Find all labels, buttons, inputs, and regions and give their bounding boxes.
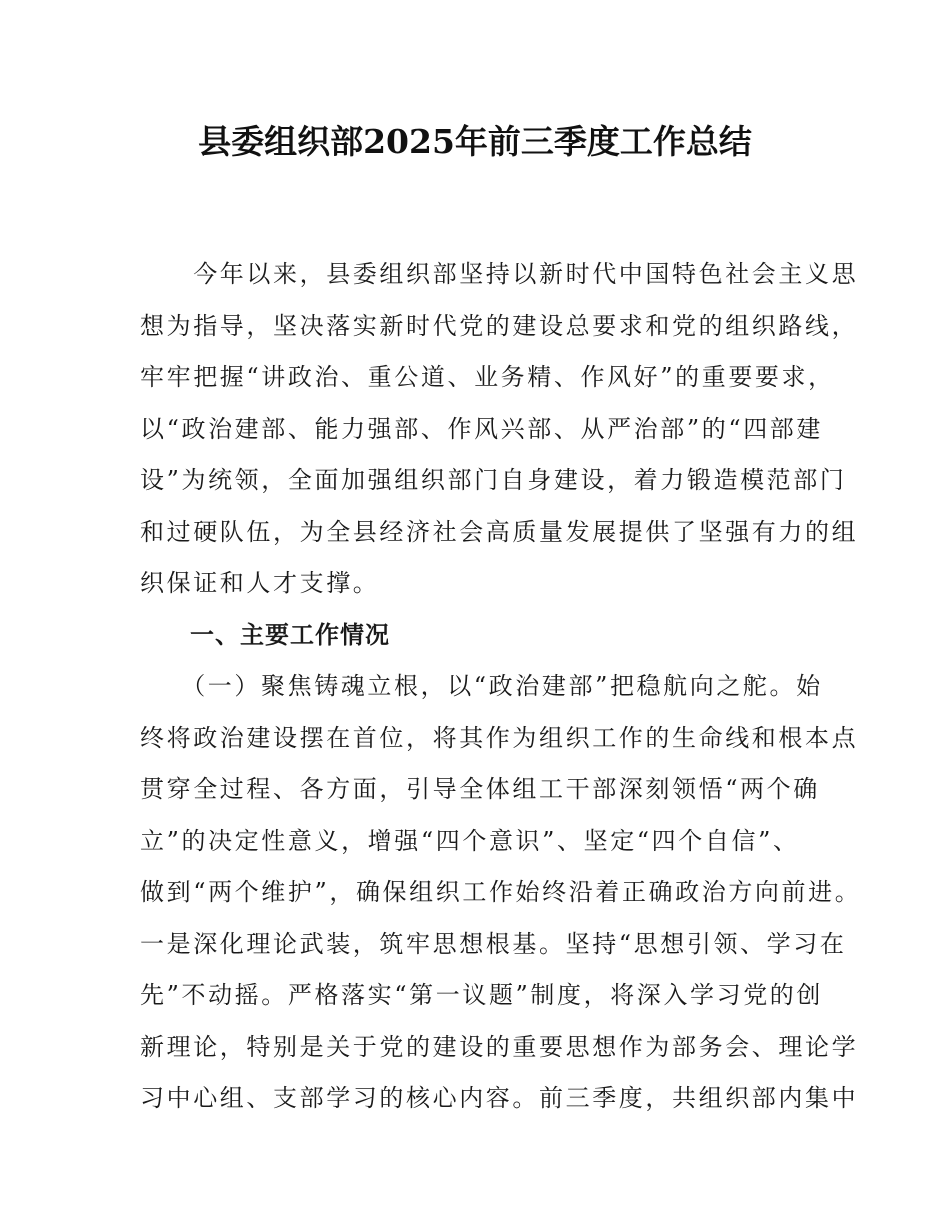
paragraph-line: 牢牢把握“讲政治、重公道、业务精、作风好”的重要要求， — [140, 363, 835, 391]
paragraph-line: 做到“两个维护”，确保组织工作始终沿着正确政治方向前进。 — [140, 878, 862, 906]
paragraph-line: 以“政治建部、能力强部、作风兴部、从严治部”的“四部建 — [140, 414, 824, 443]
paragraph-line: 贯穿全过程、各方面，引导全体组工干部深刻领悟“两个确 — [140, 775, 820, 803]
document-title: 县委组织部2025年前三季度工作总结 — [198, 122, 752, 161]
paragraph-line: 设”为统领，全面加强组织部门自身建设，着力锻造模范部门 — [140, 466, 847, 494]
paragraph-line: 想为指导，坚决落实新时代党的建设总要求和党的组织路线， — [140, 311, 859, 340]
paragraph-line: 和过硬队伍，为全县经济社会高质量发展提供了坚强有力的组 — [140, 517, 859, 546]
document-body — [140, 249, 862, 1125]
section-heading: 一、主要工作情况 — [140, 620, 390, 649]
paragraph-line: 一是深化理论武装，筑牢思想根基。坚持“思想引领、学习在 — [140, 929, 847, 958]
paragraph-line: 织保证和人才支撑。 — [140, 569, 380, 597]
paragraph-line: 习中心组、支部学习的核心内容。前三季度，共组织部内集中 — [140, 1084, 859, 1112]
paragraph-line: 今年以来，县委组织部坚持以新时代中国特色社会主义思 — [140, 260, 859, 288]
paragraph-line: 先”不动摇。严格落实“第一议题”制度，将深入学习党的创 — [140, 981, 824, 1009]
paragraph-line: 终将政治建设摆在首位，将其作为组织工作的生命线和根本点 — [140, 723, 859, 752]
paragraph-line: 新理论，特别是关于党的建设的重要思想作为部务会、理论学 — [140, 1032, 859, 1061]
paragraph-line: （一）聚焦铸魂立根，以“政治建部”把稳航向之舵。始 — [140, 672, 823, 700]
paragraph-line: 立”的决定性意义，增强“四个意识”、坚定“四个自信”、 — [140, 826, 800, 855]
